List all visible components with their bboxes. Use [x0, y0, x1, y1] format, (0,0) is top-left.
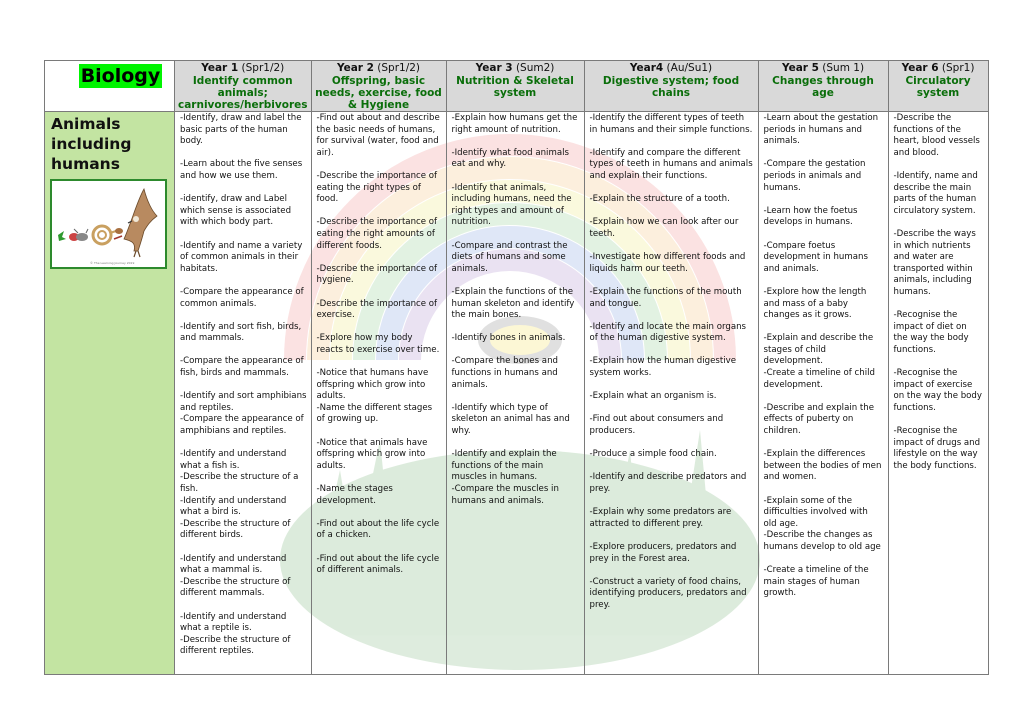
- year-1-objectives: [175, 112, 312, 675]
- objective-item: -Identify and understand what a bird is.: [180, 495, 287, 518]
- objective-item: -Compare the gestation periods in animals and humans.: [763, 159, 866, 193]
- term-label: (Spr1/2): [238, 62, 285, 74]
- objective-item: -Create a timeline of child development.: [763, 368, 875, 390]
- lifecycle-image: [50, 179, 167, 269]
- objective-item: -Compare the muscles in humans and animals.: [451, 484, 559, 506]
- objective-item: -Describe the structure of different birds.: [180, 518, 291, 541]
- objective-item: -Identify and describe predators and prey.: [589, 472, 747, 494]
- topic-side-cell: [45, 112, 175, 675]
- objective-item: -Learn about the gestation periods in humans and animals.: [763, 113, 879, 147]
- objective-item: -Name the stages development.: [316, 484, 393, 506]
- topic-label: Identify common animals; carnivores/herbivores: [178, 75, 308, 111]
- objective-item: -Explain why some predators are attracted to different prey.: [589, 507, 732, 529]
- objective-item: -Identify the different types of teeth in humans and their simple functions.: [589, 113, 753, 135]
- year-3-header: [446, 61, 584, 112]
- objective-item: -Explore producers, predators and prey in the Forest area.: [589, 541, 737, 564]
- year-3-objectives: [446, 112, 584, 675]
- objective-item: -Identify bones in animals.: [451, 333, 566, 344]
- content-row: [45, 112, 989, 675]
- term-label: (Spr1/2): [373, 62, 421, 74]
- objective-item: -Identify, name and describe the main parts of the human circulatory system.: [893, 170, 978, 216]
- image-caption: © The Learning Journey 2019: [90, 261, 135, 265]
- objective-item: -Identify and explain the functions of the main muscles in humans.: [451, 449, 557, 483]
- objective-item: -Find out about and describe the basic needs of humans, for survival (water, food and air).: [316, 113, 440, 158]
- topic-title: Animals including humans: [51, 115, 132, 173]
- objective-item: -identify, draw and Label which sense is associated with which body part.: [180, 194, 292, 228]
- objective-item: -Find out about the life cycle of different animals.: [316, 553, 440, 576]
- objective-item: -Find out about the life cycle of a chicken.: [316, 518, 440, 541]
- term-label: (Sum2): [512, 62, 555, 74]
- objective-item: -Identify and understand what a reptile is.: [180, 611, 287, 634]
- objective-item: -Explain the differences between the bodies of men and women.: [763, 449, 882, 483]
- objective-item: -Compare foetus development in humans and animals.: [763, 240, 868, 274]
- year-label: Year4: [629, 62, 664, 74]
- objective-item: -Describe and explain the effects of puberty on children.: [763, 402, 875, 437]
- objective-item: -Construct a variety of food chains, identifying producers, predators and prey.: [589, 576, 747, 610]
- objective-item: -Describe the structure of different mammals.: [180, 576, 291, 599]
- objective-item: -Identify and understand what a fish is.: [180, 449, 287, 471]
- objective-item: -Compare the appearance of common animals.: [180, 286, 304, 309]
- objective-item: -Notice that animals have offspring which grow into adults.: [316, 437, 428, 471]
- objective-item: -Identify, draw and label the basic parts of the human body.: [180, 113, 302, 147]
- objective-item: -Explore how the length and mass of a baby changes as it grows.: [763, 286, 867, 321]
- objective-item: -Explore how my body reacts to exercise over time.: [316, 333, 440, 355]
- objective-item: -Compare the appearance of fish, birds and mammals.: [180, 356, 304, 379]
- objective-item: -Explain the functions of the human skeleton and identify the main bones.: [451, 286, 575, 321]
- objective-item: -Explain the functions of the mouth and tongue.: [589, 286, 742, 309]
- header-row: [45, 61, 989, 112]
- year-2-objectives: [311, 112, 446, 675]
- objective-item: -Describe the importance of exercise.: [316, 298, 438, 321]
- objective-item: -Identify and sort amphibians and reptiles.: [180, 391, 307, 413]
- term-label: (Spr1): [938, 62, 975, 74]
- objective-item: -Identify and sort fish, birds, and mammals.: [180, 321, 302, 344]
- objective-item: -Identify and understand what a mammal is.: [180, 553, 287, 576]
- year-1-header: [175, 61, 312, 112]
- topic-label: Changes through age: [772, 75, 874, 99]
- objective-item: -Investigate how different foods and liquids harm our teeth.: [589, 252, 746, 274]
- objective-item: -Notice that humans have offspring which grow into adults.: [316, 368, 429, 402]
- objective-item: -Recognise the impact of exercise on the way the body functions.: [893, 368, 982, 413]
- objective-item: -Learn how the foetus develops in humans.: [763, 205, 858, 228]
- objective-item: -Identify and compare the different types of teeth in humans and animals and explain their functions.: [589, 147, 753, 181]
- year-label: Year 6: [901, 62, 939, 74]
- objective-item: -Compare the appearance of amphibians and reptiles.: [180, 414, 304, 437]
- year-label: Year 3: [475, 62, 513, 74]
- term-label: (Sum 1): [818, 62, 865, 74]
- year-5-header: [758, 61, 888, 112]
- year-label: Year 5: [781, 62, 819, 74]
- objective-item: -Name the different stages of growing up.: [316, 402, 433, 425]
- objective-item: -Produce a simple food chain.: [589, 449, 717, 460]
- objective-item: -Describe the structure of a fish.: [180, 472, 299, 494]
- objective-item: -Learn about the five senses and how we use them.: [180, 159, 303, 181]
- objective-item: -Describe the importance of eating the right amounts of different foods.: [316, 217, 438, 251]
- objective-item: -Identify and locate the main organs of the human digestive system.: [589, 321, 747, 344]
- year-4-objectives: [584, 112, 758, 675]
- topic-label: Nutrition & Skeletal system: [456, 75, 574, 99]
- objective-item: -Describe the structure of different reptiles.: [180, 634, 291, 657]
- objective-item: -Explain how the human digestive system works.: [589, 356, 736, 379]
- objective-item: -Describe the importance of eating the right types of food.: [316, 170, 438, 205]
- year-6-header: [888, 61, 988, 112]
- objective-item: -Recognise the impact of diet on the way the body functions.: [893, 310, 969, 355]
- objective-item: -Recognise the impact of drugs and lifestyle on the way the body functions.: [893, 426, 981, 471]
- year-label: Year 2: [336, 62, 374, 74]
- term-label: (Au/Su1): [663, 62, 713, 74]
- objective-item: -Find out about consumers and producers.: [589, 414, 724, 437]
- objective-item: -Describe the importance of hygiene.: [316, 263, 438, 286]
- year-2-header: [311, 61, 446, 112]
- subject-cell: [45, 61, 175, 112]
- curriculum-table: [44, 60, 989, 675]
- year-6-objectives: [888, 112, 988, 675]
- objective-item: -Compare the bones and functions in humans and animals.: [451, 356, 558, 390]
- year-5-objectives: [758, 112, 888, 675]
- year-4-header: [584, 61, 758, 112]
- objective-item: -Describe the functions of the heart, blood vessels and blood.: [893, 113, 980, 158]
- objective-item: -Explain how humans get the right amount of nutrition.: [451, 113, 578, 135]
- objective-item: -Explain some of the difficulties involved with old age.: [763, 495, 868, 529]
- objective-item: -Identify which type of skeleton an animal has and why.: [451, 402, 570, 437]
- objective-item: -Explain and describe the stages of child development.: [763, 333, 874, 367]
- objective-item: -Describe the ways in which nutrients and water are transported within animals, including humans.: [893, 228, 976, 297]
- objective-item: -Compare and contrast the diets of humans and some animals.: [451, 240, 568, 274]
- objective-item: -Create a timeline of the main stages of human growth.: [763, 565, 869, 599]
- objective-item: -Explain what an organism is.: [589, 391, 717, 402]
- subject-title: Biology: [80, 65, 161, 87]
- objective-item: -Identify what food animals eat and why.: [451, 147, 569, 170]
- objective-item: -Identify and name a variety of common animals in their habitats.: [180, 240, 303, 274]
- topic-label: Offspring, basic needs, exercise, food & Hygiene: [315, 75, 442, 111]
- objective-item: -Explain the structure of a tooth.: [589, 194, 730, 205]
- objective-item: -Describe the changes as humans develop to old age: [763, 530, 881, 552]
- objective-item: -Identify that animals, including humans, need the right types and amount of nutrition.: [451, 182, 572, 228]
- objective-item: -Explain how we can look after our teeth.: [589, 217, 739, 239]
- topic-label: Digestive system; food chains: [602, 75, 740, 99]
- year-label: Year 1: [201, 62, 239, 74]
- bird-lifecycle-illustration: [52, 181, 165, 267]
- topic-label: Circulatory system: [905, 75, 971, 99]
